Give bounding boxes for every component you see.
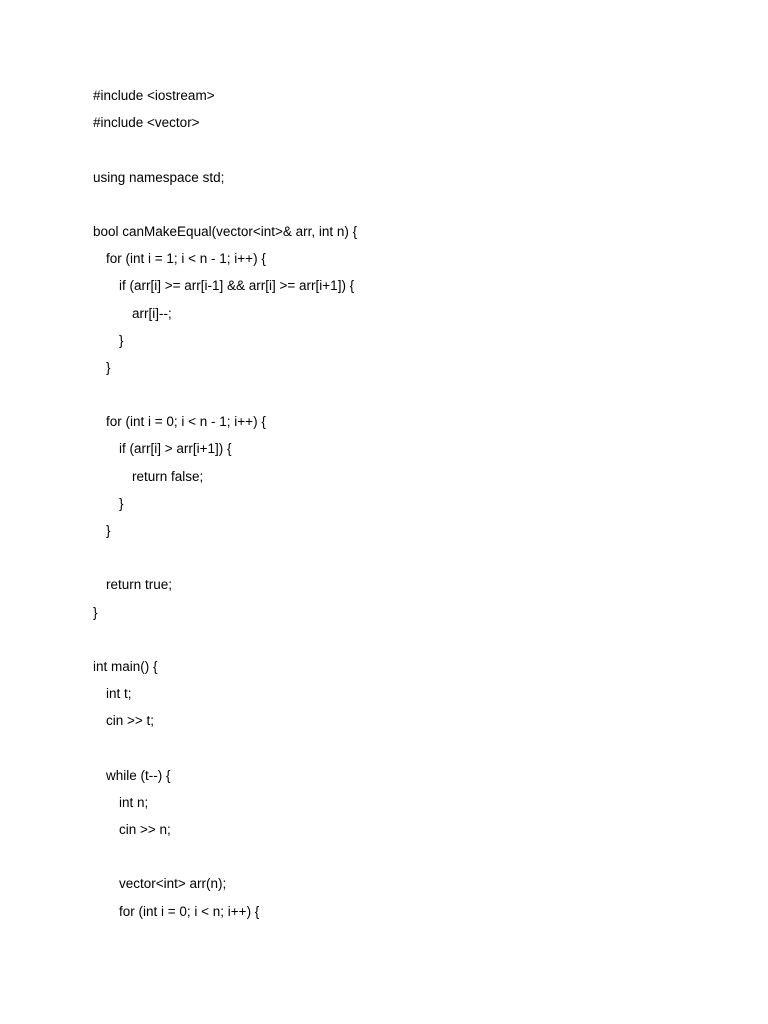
code-line: cin >> n;	[119, 822, 171, 838]
blank-line	[93, 140, 733, 167]
code-line: arr[i]--;	[132, 305, 172, 321]
code-line: return false;	[132, 468, 204, 484]
code-line: cin >> t;	[106, 713, 155, 729]
code-line: int main() {	[93, 658, 158, 674]
code-line: #include <iostream>	[93, 88, 215, 103]
blank-line	[93, 195, 733, 222]
code-line: int t;	[106, 686, 132, 702]
code-line: vector<int> arr(n);	[119, 876, 227, 892]
code-line: for (int i = 0; i < n; i++) {	[119, 903, 260, 919]
code-line: }	[106, 359, 111, 375]
code-line: if (arr[i] >= arr[i-1] && arr[i] >= arr[i+1]) {	[119, 278, 355, 294]
code-line: #include <vector>	[93, 115, 200, 131]
code-line: }	[119, 495, 124, 511]
code-line: }	[93, 604, 98, 620]
code-line: }	[119, 332, 124, 348]
code-line: for (int i = 1; i < n - 1; i++) {	[106, 251, 266, 267]
blank-line	[93, 385, 733, 412]
code-line: while (t--) {	[106, 767, 171, 783]
code-line: bool canMakeEqual(vector<int>& arr, int n) {	[93, 223, 358, 239]
code-listing	[93, 86, 733, 929]
blank-line	[93, 630, 733, 657]
blank-line	[93, 548, 733, 575]
code-line: return true;	[106, 577, 173, 593]
code-line: for (int i = 0; i < n - 1; i++) {	[106, 414, 266, 430]
code-line: if (arr[i] > arr[i+1]) {	[119, 441, 232, 457]
code-line: using namespace std;	[93, 169, 225, 185]
code-line: int n;	[119, 794, 149, 810]
code-line: }	[106, 523, 111, 538]
blank-line	[93, 739, 733, 766]
blank-line	[93, 847, 733, 874]
